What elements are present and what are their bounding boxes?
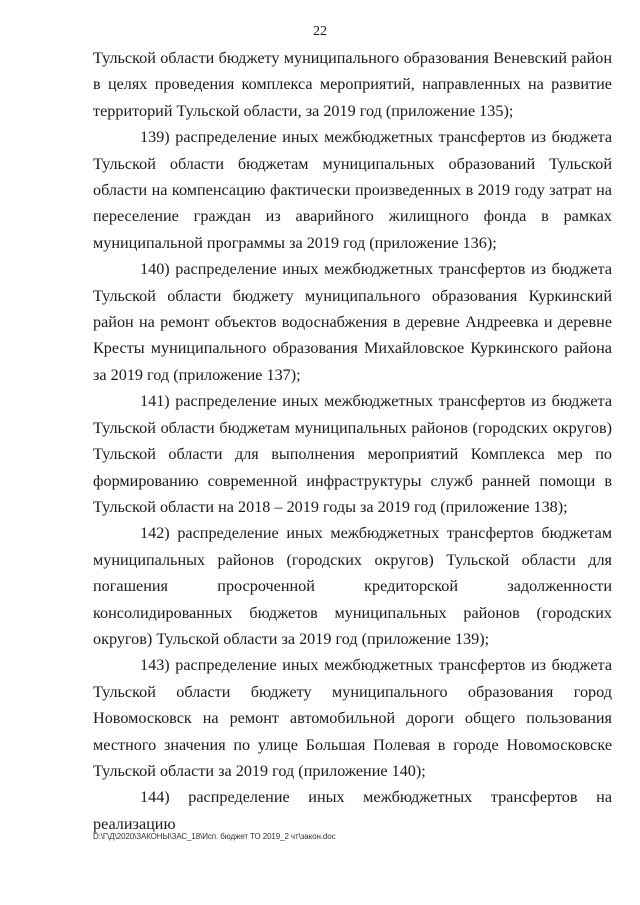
paragraph-item-141: 141) распределение иных межбюджетных трансфертов из бюджета Тульской области бюджетам муниципальных районов (городских округов) Тульской области для выполнения мероприятий Комплекса мер по формированию современной инфраструктуры служб ранней помощи в Тульской области на 2018 – 2019 годы за 2019 год (приложение 138); bbox=[93, 392, 612, 516]
paragraph-item-144: 144) распределение иных межбюджетных трансфертов на реализацию bbox=[93, 788, 612, 833]
document-body bbox=[93, 45, 612, 837]
paragraph-item-139: 139) распределение иных межбюджетных трансфертов из бюджета Тульской области бюджетам муниципальных образований Тульской области на компенсацию фактически произведенных в 2019 году затрат на переселение граждан из аварийного жилищного фонда в рамках муниципальной программы за 2019 год (приложение 136); bbox=[93, 128, 612, 252]
paragraph-item-140: 140) распределение иных межбюджетных трансфертов из бюджета Тульской области бюджету муниципального образования Куркинский район на ремонт объектов водоснабжения в деревне Андреевка и деревне Кресты муниципального образования Михайловское Куркинского района за 2019 год (приложение 137); bbox=[93, 260, 612, 384]
footer-file-path: D:\Г\Д\2020\ЗАКОНЫ\ЗАС_18\Исп. бюджет ТО 2019_2 чт\закон.doc bbox=[93, 832, 336, 841]
paragraph-item-143: 143) распределение иных межбюджетных трансфертов из бюджета Тульской области бюджету муниципального образования город Новомосковск на ремонт автомобильной дороги общего пользования местного значения по улице Большая Полевая в городе Новомосковске Тульской области за 2019 год (приложение 140); bbox=[93, 656, 612, 780]
paragraph-item-142: 142) распределение иных межбюджетных трансфертов бюджетам муниципальных районов (городских округов) Тульской области для погашения просроченной кредиторской задолженности консолидированных бюджетов муниципальных районов (городских округов) Тульской области за 2019 год (приложение 139); bbox=[93, 524, 612, 648]
paragraph-continuation: Тульской области бюджету муниципального образования Веневский район в целях проведения комплекса мероприятий, направленных на развитие территорий Тульской области, за 2019 год (приложение 135); bbox=[93, 49, 612, 120]
page-number: 22 bbox=[313, 24, 327, 39]
